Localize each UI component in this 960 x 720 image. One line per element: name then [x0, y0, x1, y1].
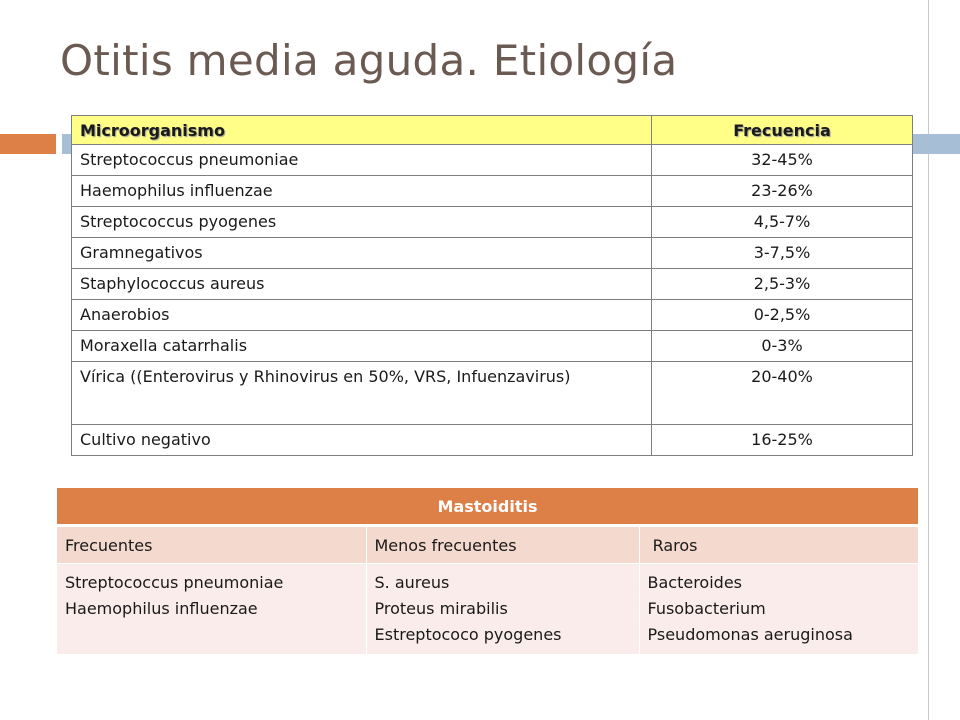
frequency-cell: 23-26%	[652, 176, 913, 207]
mastoiditis-table	[57, 488, 919, 654]
frequency-cell: 0-3%	[652, 331, 913, 362]
frequency-cell: 16-25%	[652, 425, 913, 456]
organism-cell: Gramnegativos	[72, 238, 652, 269]
table-row	[72, 300, 913, 331]
list-item: Fusobacterium	[647, 599, 766, 618]
table-row	[72, 425, 913, 456]
frequency-cell: 20-40%	[652, 362, 913, 425]
organism-cell: Cultivo negativo	[72, 425, 652, 456]
etiology-table	[71, 115, 913, 456]
list-item: Proteus mirabilis	[374, 599, 508, 618]
table-row	[72, 145, 913, 176]
organism-cell: Vírica ((Enterovirus y Rhinovirus en 50%, VRS, Infuenzavirus)	[72, 362, 652, 425]
mastoiditis-body-row	[57, 564, 918, 655]
list-item: Streptococcus pneumoniae	[65, 573, 284, 592]
organism-cell: Streptococcus pyogenes	[72, 207, 652, 238]
organism-cell: Streptococcus pneumoniae	[72, 145, 652, 176]
organism-cell: Haemophilus influenzae	[72, 176, 652, 207]
list-item: Estreptococo pyogenes	[374, 625, 562, 644]
table-row	[72, 238, 913, 269]
column-menos-frecuentes: Menos frecuentes	[366, 526, 639, 564]
header-frecuencia: Frecuencia	[652, 116, 913, 145]
organism-cell: Staphylococcus aureus	[72, 269, 652, 300]
page-title: Otitis media aguda. Etiología	[60, 36, 678, 85]
table-row	[72, 176, 913, 207]
table-row	[72, 362, 913, 425]
header-microorganismo: Microorganismo	[72, 116, 652, 145]
organism-cell: Anaerobios	[72, 300, 652, 331]
raros-cell	[639, 564, 918, 655]
accent-bar-orange	[0, 134, 56, 154]
table-row	[72, 331, 913, 362]
mastoiditis-columns-row	[57, 526, 918, 564]
frequency-cell: 3-7,5%	[652, 238, 913, 269]
list-item: S. aureus	[374, 573, 450, 592]
table-row	[72, 207, 913, 238]
list-item: Bacteroides	[647, 573, 742, 592]
table-row	[72, 269, 913, 300]
frequency-cell: 32-45%	[652, 145, 913, 176]
etiology-header-row	[72, 116, 913, 145]
organism-cell: Moraxella catarrhalis	[72, 331, 652, 362]
list-item: Pseudomonas aeruginosa	[647, 625, 853, 644]
mastoiditis-title: Mastoiditis	[57, 488, 918, 526]
frecuentes-cell	[57, 564, 366, 655]
right-guide-line	[928, 0, 929, 720]
frequency-cell: 4,5-7%	[652, 207, 913, 238]
column-raros: Raros	[639, 526, 918, 564]
frequency-cell: 2,5-3%	[652, 269, 913, 300]
frequency-cell: 0-2,5%	[652, 300, 913, 331]
mastoiditis-title-row	[57, 488, 918, 526]
menos-frecuentes-cell	[366, 564, 639, 655]
column-frecuentes: Frecuentes	[57, 526, 366, 564]
list-item: Haemophilus influenzae	[65, 599, 258, 618]
